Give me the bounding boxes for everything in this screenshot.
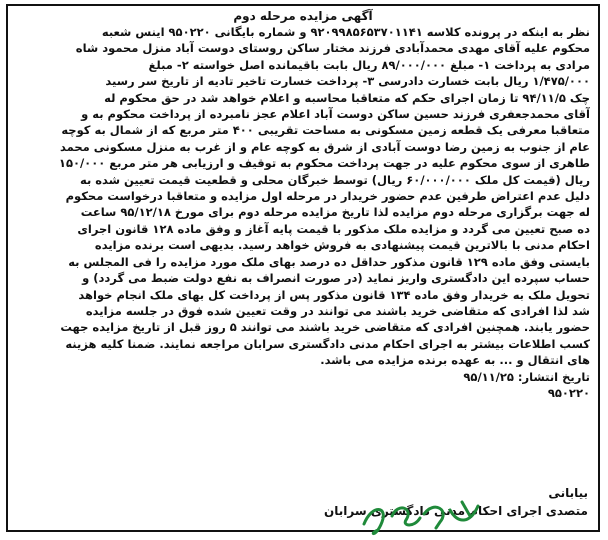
notice-line: های انتقال و ... به عهده برنده مزایده می باشد. xyxy=(320,353,590,368)
notice-line: متعاقبا معرفی یک قطعه زمین مسکونی به مساحت تقریبی ۴۰۰ متر مربع که از شمال به کوچه xyxy=(61,123,590,138)
notice-line: بایستی وفق ماده ۱۲۹ قانون مذکور حداقل ده درصد بهای ملک مورد مزایده را فی المجلس به xyxy=(68,254,590,269)
publish-date: تاریخ انتشار: ۹۵/۱۱/۲۵ xyxy=(463,369,590,384)
notice-line: ده صبح تعیین می گردد و مزایده ملک مذکور با قیمت پایه آغاز و وفق ماده ۱۲۸ قانون اجرای xyxy=(77,221,590,236)
notice-number: ۹۵۰۲۲۰ xyxy=(547,385,590,400)
notice-line: احکام مدنی با بالاترین قیمت پیشنهادی به فروش خواهد رسید. بدیهی است برنده مزایده xyxy=(94,238,590,253)
handwritten-mark-icon xyxy=(358,494,488,538)
notice-line: محکوم علیه آقای مهدی محمدآبادی فرزند مختار ساکن روستای دوست آباد منزل محمود شاه xyxy=(75,41,590,56)
notice-line: نظر به اینکه در پرونده کلاسه ۹۲۰۹۹۸۵۶۵۳۷۰۱۱۴۱ و شماره بایگانی ۹۵۰۲۲۰ اینس شعبه xyxy=(101,25,590,39)
notice-line: طاهری از سوی محکوم علیه در جهت پرداخت محکوم به توقیف و ارزیابی هر متر مربع ۱۵۰/۰۰۰ xyxy=(58,156,590,171)
notice-line: چک ۹۴/۱۱/۵ تا زمان اجرای حکم که متعاقبا محاسبه و اعلام خواهد شد در حق محکوم له xyxy=(104,90,590,105)
notice-line: ۱/۴۷۵/۰۰۰ ریال بابت خسارت دادرسی ۳- پرداخت خسارت تاخیر تادیه از تاریخ سر رسید xyxy=(105,74,590,89)
notice-box xyxy=(6,4,600,532)
notice-line: شد لذا افرادی که متقاضی خرید باشند می توانند در وقت تعیین شده فوق در جلسه مزایده xyxy=(85,303,590,318)
issuing-office: متصدی اجرای احکام مدنی دادگستری سرابان xyxy=(324,504,588,518)
notice-line: حساب سپرده این دادگستری واریز نماید (در صورت انصراف به نفع دولت ضبط می گردد) و xyxy=(82,271,590,286)
notice-line: عام از جنوب به زمین رضا دوست آبادی از شرق به کوچه عام و از غرب به منزل مسکونی محمد xyxy=(60,139,590,154)
notice-line: له جهت برگزاری مرحله دوم مزایده لذا تاریخ مزایده مرحله دوم برای مورخ ۹۵/۱۲/۱۸ ساعت xyxy=(80,205,590,220)
notice-title: آگهی مزایده مرحله دوم xyxy=(233,9,373,23)
notice-line: دلیل عدم اعتراض طرفین عدم حضور خریدار در مرحله اول مزایده و متعاقبا درخواست محکوم xyxy=(65,189,590,204)
notice-line: مرادی به پرداخت ۱- مبلغ ۸۹/۰۰۰/۰۰۰ ریال بابت باقیمانده اصل خواسته ۲- مبلغ xyxy=(148,57,590,72)
notice-line: آقای محمدجعفری فرزند حسین ساکن دوست آباد اعلام عجز نامبرده از پرداخت محکوم به و xyxy=(81,107,590,122)
notice-line: کسب اطلاعات بیشتر به اجرای احکام مدنی دادگستری سرابان مراجعه نمایند. ضمنا کلیه هزینه xyxy=(65,336,590,351)
notice-body xyxy=(8,24,598,401)
notice-line: تحویل ملک به خریدار وفق ماده ۱۳۴ قانون مذکور پس از پرداخت کل بهای ملک انجام خواهد xyxy=(78,287,590,302)
signoff-name: بیابانی xyxy=(548,486,588,500)
notice-line: ریال (قیمت کل ملک ۶۰/۰۰۰/۰۰۰ ریال) توسط خبرگان محلی و قطعیت قیمت تعیین شده به xyxy=(79,172,590,187)
notice-line: حضور یابند. همچنین افرادی که متقاضی خرید باشند می توانند ۵ روز قبل از تاریخ مزایده جهت xyxy=(60,320,590,335)
